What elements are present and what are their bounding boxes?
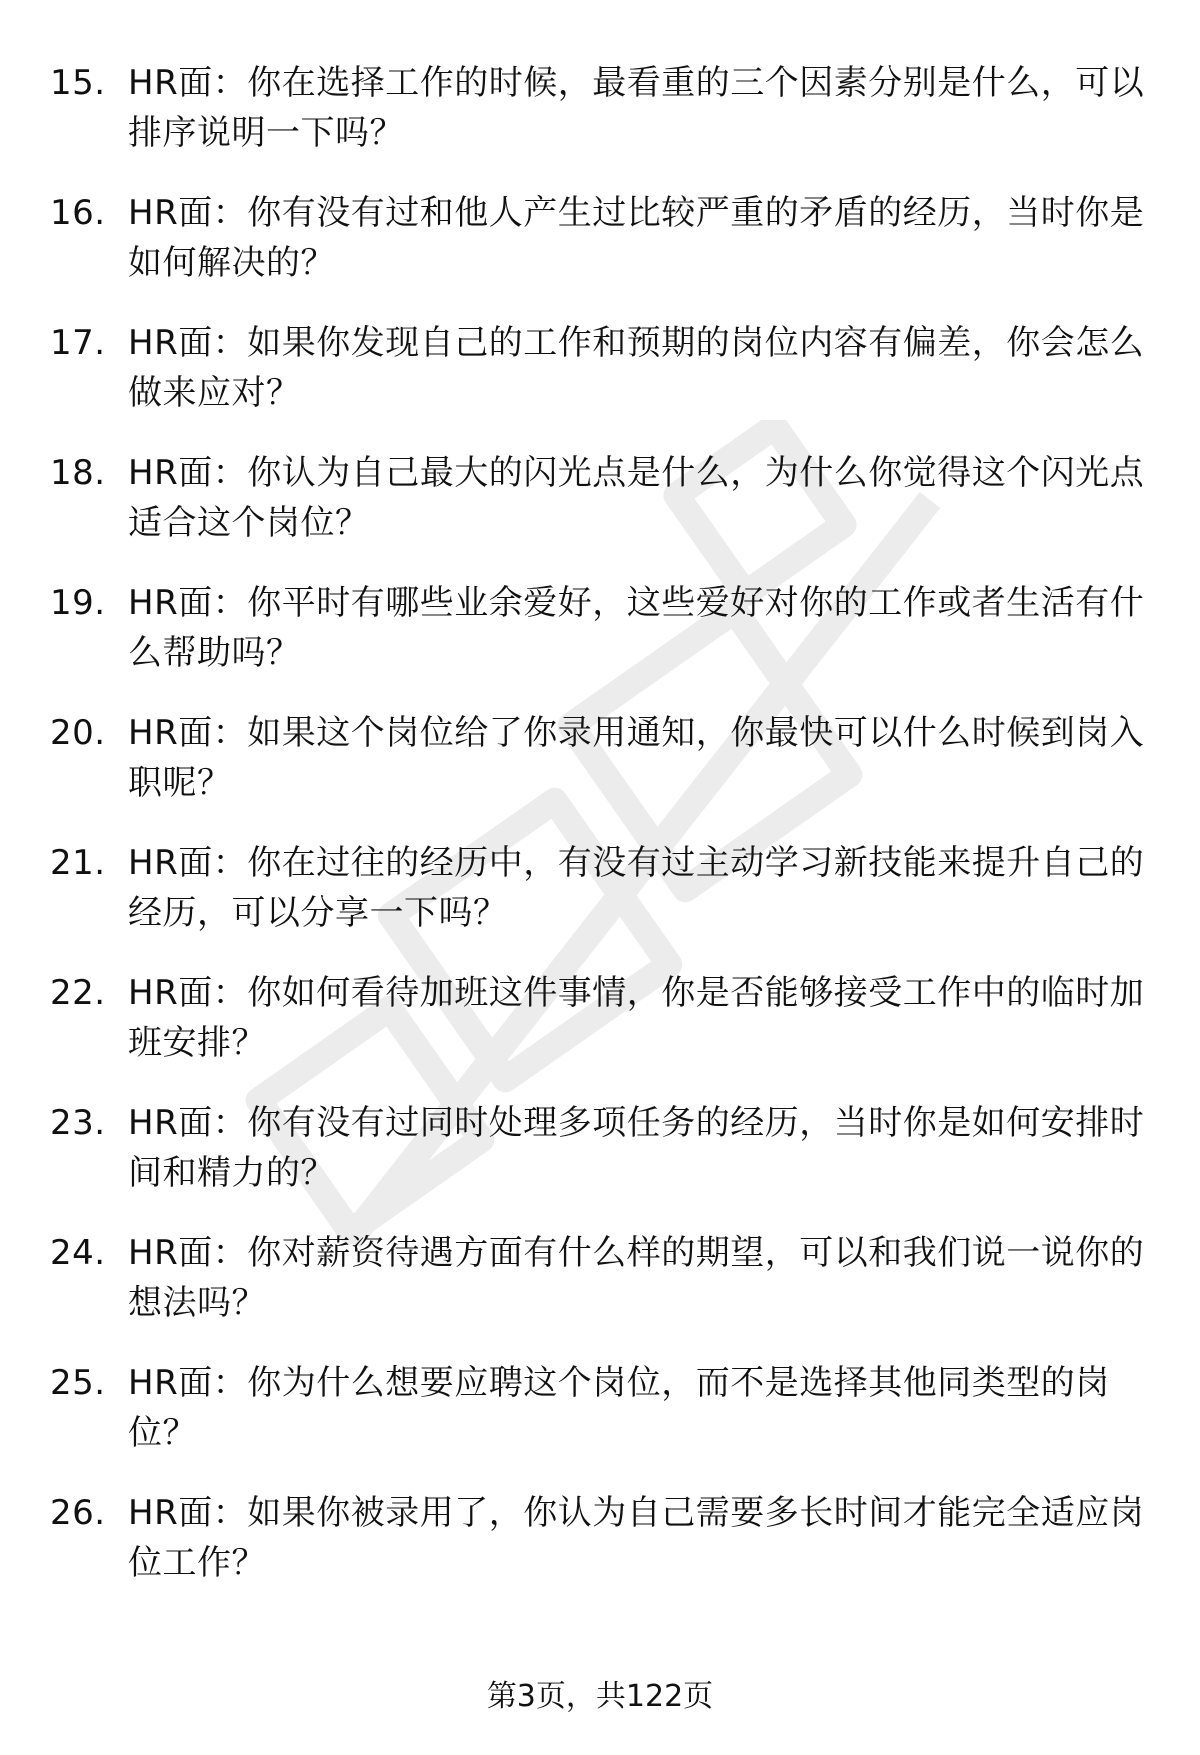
list-item xyxy=(50,578,1160,678)
question-number: 19. xyxy=(50,583,106,623)
question-number: 15. xyxy=(50,63,106,103)
question-number: 24. xyxy=(50,1233,106,1273)
page-footer: 第3页，共122页 xyxy=(486,1679,714,1714)
question-text: HR面：你为什么想要应聘这个岗位，而不是选择其他同类型的岗位？ xyxy=(128,1363,1110,1453)
list-item xyxy=(50,318,1160,418)
question-number: 26. xyxy=(50,1493,106,1533)
list-item xyxy=(50,188,1160,288)
question-number: 16. xyxy=(50,193,106,233)
list-item xyxy=(50,1228,1160,1328)
list-item xyxy=(50,838,1160,938)
question-text: HR面：你在过往的经历中，有没有过主动学习新技能来提升自己的经历，可以分享一下吗？ xyxy=(128,843,1145,933)
question-number: 17. xyxy=(50,323,106,363)
list-item xyxy=(50,58,1160,158)
question-text: HR面：如果你发现自己的工作和预期的岗位内容有偏差，你会怎么做来应对？ xyxy=(128,323,1145,413)
question-text: HR面：你平时有哪些业余爱好，这些爱好对你的工作或者生活有什么帮助吗？ xyxy=(128,583,1145,673)
question-text: HR面：如果这个岗位给了你录用通知，你最快可以什么时候到岗入职呢？ xyxy=(128,713,1145,803)
list-item xyxy=(50,1488,1160,1588)
question-number: 21. xyxy=(50,843,106,883)
question-text: HR面：你有没有过同时处理多项任务的经历，当时你是如何安排时间和精力的？ xyxy=(128,1103,1145,1193)
question-number: 22. xyxy=(50,973,106,1013)
question-list xyxy=(50,58,1160,1618)
list-item xyxy=(50,448,1160,548)
list-item xyxy=(50,708,1160,808)
question-number: 20. xyxy=(50,713,106,753)
list-item xyxy=(50,968,1160,1068)
question-text: HR面：你对薪资待遇方面有什么样的期望，可以和我们说一说你的想法吗？ xyxy=(128,1233,1145,1323)
question-text: HR面：如果你被录用了，你认为自己需要多长时间才能完全适应岗位工作？ xyxy=(128,1493,1145,1583)
question-text: HR面：你有没有过和他人产生过比较严重的矛盾的经历，当时你是如何解决的？ xyxy=(128,193,1145,283)
question-number: 23. xyxy=(50,1103,106,1143)
question-text: HR面：你在选择工作的时候，最看重的三个因素分别是什么，可以排序说明一下吗？ xyxy=(128,63,1145,153)
question-number: 25. xyxy=(50,1363,106,1403)
list-item xyxy=(50,1098,1160,1198)
question-text: HR面：你如何看待加班这件事情，你是否能够接受工作中的临时加班安排？ xyxy=(128,973,1145,1063)
question-number: 18. xyxy=(50,453,106,493)
question-text: HR面：你认为自己最大的闪光点是什么，为什么你觉得这个闪光点适合这个岗位？ xyxy=(128,453,1145,543)
list-item xyxy=(50,1358,1160,1458)
